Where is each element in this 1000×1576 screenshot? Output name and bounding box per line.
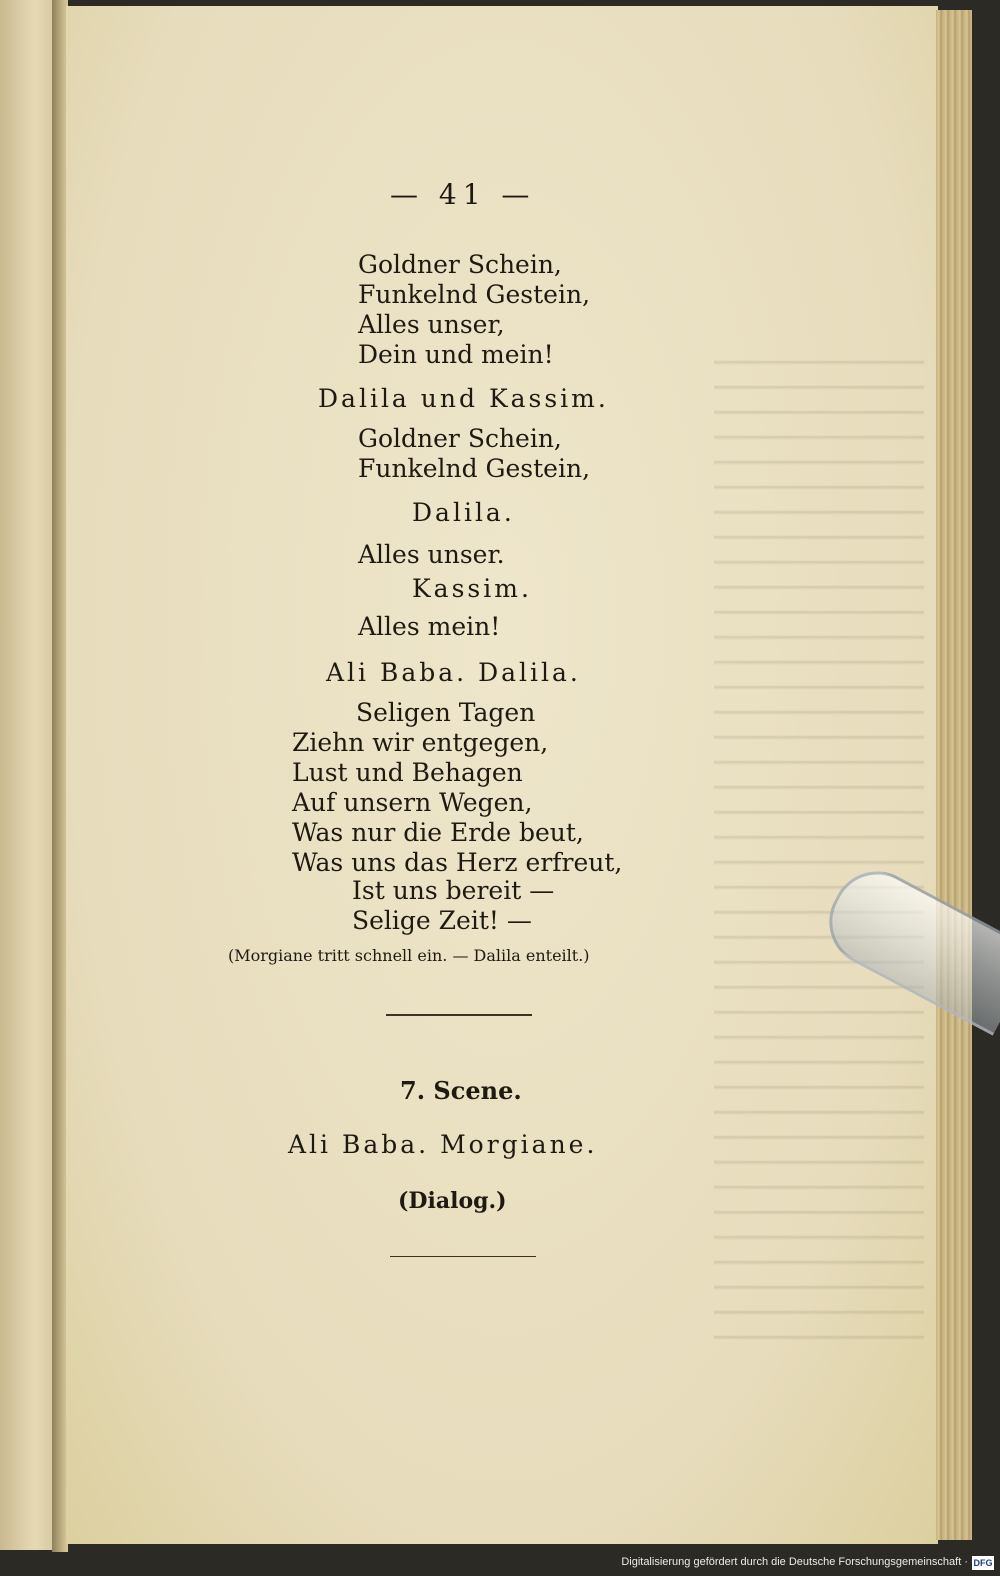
verse-line: Seligen Tagen [356,698,536,727]
digitization-credit: Digitalisierung gefördert durch die Deutsche Forschungsgemeinschaft · [621,1556,968,1568]
verse-line: Funkelnd Gestein, [358,280,591,309]
section-divider [390,1256,536,1257]
verse-line: Alles mein! [358,612,501,641]
stage-direction: (Morgiane tritt schnell ein. — Dalila enteilt.) [228,946,590,965]
verse-line: Dein und mein! [358,340,554,369]
speaker-heading: Kassim. [412,574,532,603]
verse-line: Goldner Schein, [358,250,562,279]
verse-line: Lust und Behagen [292,758,523,787]
verse-line: Funkelnd Gestein, [358,454,591,483]
verse-line: Was uns das Herz erfreut, [292,848,623,877]
verse-line: Goldner Schein, [358,424,562,453]
dfg-logo: DFG [973,1558,993,1568]
verse-line: Alles unser. [358,540,505,569]
verse-line: Ziehn wir entgegen, [292,728,549,757]
previous-page-edge [0,0,58,1550]
verse-line: Was nur die Erde beut, [292,818,584,847]
scene-note: (Dialog.) [398,1188,507,1214]
section-divider [386,1014,532,1016]
verse-line: Auf unsern Wegen, [292,788,533,817]
verse-line: Alles unser, [358,310,505,339]
show-through-text [714,340,924,1340]
speaker-heading: Dalila und Kassim. [318,384,609,413]
scene-heading: 7. Scene. [400,1076,522,1105]
verse-line: Ist uns bereit — [352,876,555,905]
scene-characters: Ali Baba. Morgiane. [288,1130,598,1159]
speaker-heading: Dalila. [412,498,515,527]
page-edges [936,10,972,1540]
speaker-heading: Ali Baba. Dalila. [326,658,581,687]
page-number: — 41 — [390,178,536,211]
verse-line: Selige Zeit! — [352,906,532,935]
